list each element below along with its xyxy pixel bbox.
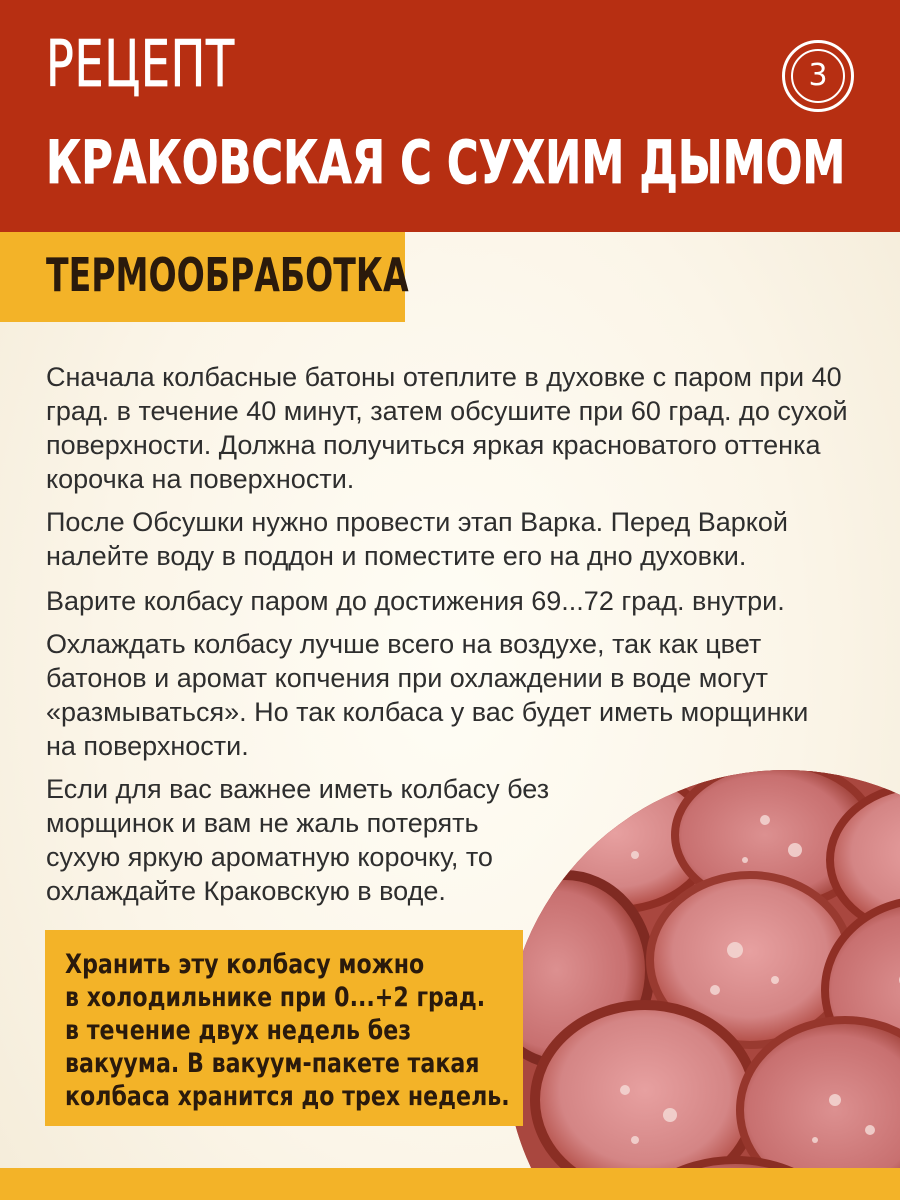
sausage-slices-photo [505,770,900,1200]
storage-note-line: Хранить эту колбасу можно [65,949,425,980]
paragraph-line: Варите колбасу паром до достижения 69...72 град. внутри. [46,586,785,616]
paragraph-line: на поверхности. [46,731,249,761]
recipe-label: РЕЦЕПТ [46,28,235,102]
storage-note [65,948,510,1113]
paragraph-line: сухую яркую ароматную корочку, то [46,842,493,872]
paragraph-line: морщинок и вам не жаль потерять [46,808,479,838]
footer-band [0,1168,900,1200]
storage-note-line: вакуума. В вакуум-пакете такая [65,1048,480,1079]
paragraph-cooling-air [46,627,808,763]
paragraph-line: Сначала колбасные батоны отеплите в духовке с паром при 40 [46,362,842,392]
paragraph-line: После Обсушки нужно провести этап Варка. Перед Варкой [46,507,788,537]
paragraph-line: град. в течение 40 минут, затем обсушите при 60 град. до сухой [46,396,848,426]
paragraph-line: корочка на поверхности. [46,464,355,494]
paragraph-cooling-water [46,772,549,908]
storage-note-line: в холодильнике при 0...+2 град. [65,982,486,1013]
paragraph-line: поверхности. Должна получиться яркая красноватого оттенка [46,430,821,460]
recipe-title: КРАКОВСКАЯ С СУХИМ ДЫМОМ [46,128,846,198]
paragraph-warming [46,360,848,496]
page-number: 3 [791,49,845,103]
paragraph-line: батонов и аромат копчения при охлаждении в воде могут [46,663,769,693]
sausage-slices-illustration [505,770,900,1200]
section-title: ТЕРМООБРАБОТКА [46,248,409,302]
paragraph-line: Если для вас важнее иметь колбасу без [46,774,550,804]
paragraph-line: «размываться». Но так колбаса у вас будет иметь морщинки [46,697,809,727]
storage-note-line: колбаса хранится до трех недель. [65,1081,510,1112]
paragraph-boiling-prep [46,505,788,573]
header-banner [0,0,900,232]
paragraph-line: Охлаждать колбасу лучше всего на воздухе, так как цвет [46,629,762,659]
storage-note-line: в течение двух недель без [65,1015,412,1046]
paragraph-line: налейте воду в поддон и поместите его на дно духовки. [46,541,747,571]
page-number-badge [782,40,854,112]
paragraph-boiling [46,584,785,618]
paragraph-line: охлаждайте Краковскую в воде. [46,876,446,906]
